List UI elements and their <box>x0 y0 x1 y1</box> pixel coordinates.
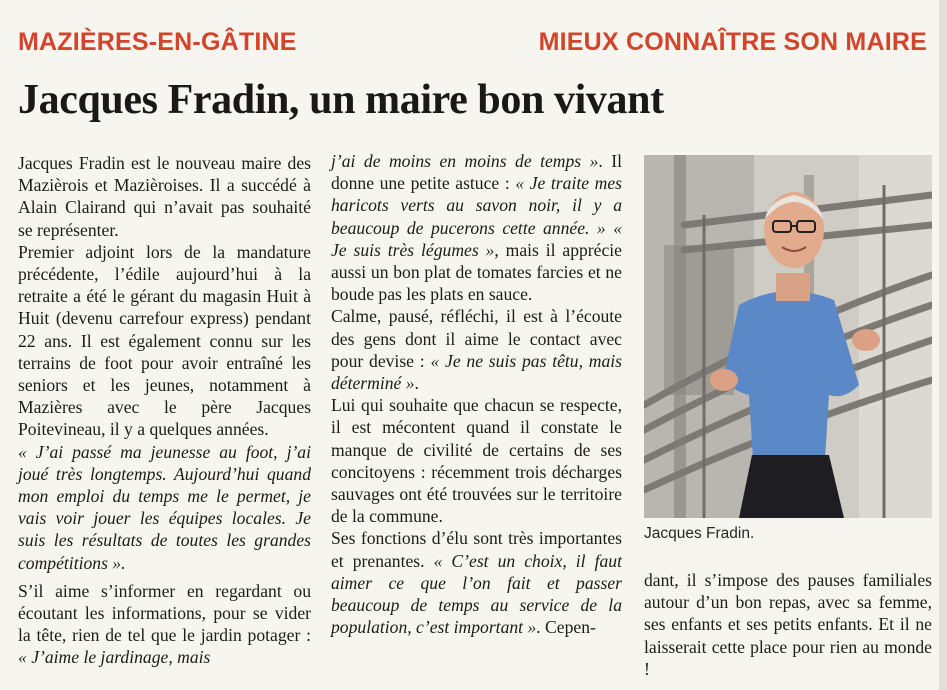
quote-text: « J’aime le jardinage, mais <box>18 647 211 668</box>
article-column-2 <box>331 150 622 638</box>
paragraph: Lui qui souhaite que chacun se respecte, il est mécontent quand il constate le manque de civilité de certains de ses concitoyens : récemment trois décharges sauvages ont été trouvées sur le territoire de la commune. <box>331 395 622 527</box>
paragraph: dant, il s’impose des pauses familiales autour d’un bon repas, avec sa femme, ses enfants et ses petits enfants. Et il ne laisserait cette place pour rien au monde ! <box>644 570 932 679</box>
quote-text: j’ai de moins en moins de temps » <box>331 151 599 171</box>
article-column-1 <box>18 152 311 669</box>
photo-caption: Jacques Fradin. <box>644 525 755 542</box>
paragraph <box>18 580 311 669</box>
quote-text: « Je traite mes haricots verts au savon noir, il y a beaucoup de pucerons cette année. » « Je suis très légumes » <box>331 173 622 260</box>
article-headline: Jacques Fradin, un maire bon vivant <box>18 77 664 123</box>
paragraph-text: . <box>414 373 419 394</box>
paragraph-text: , mais il apprécie aussi un bon plat de tomates farcies et ne boude pas les plats en sauce. <box>331 239 622 305</box>
section-label: MAZIÈRES-EN-GÂTINE <box>18 28 297 56</box>
paragraph-quote <box>18 441 311 574</box>
photo-illustration <box>644 155 932 518</box>
paragraph <box>331 527 622 638</box>
paragraph <box>331 150 622 305</box>
paragraph-text: Ses fonctions d’élu sont très importantes et prenantes. <box>331 528 622 571</box>
article-column-3 <box>644 569 932 680</box>
paragraph-text: . Cepen- <box>536 617 596 638</box>
quote-text: « Je ne suis pas têtu, mais déterminé » <box>331 350 622 394</box>
paragraph: Premier adjoint lors de la mandature précédente, l’édile aujourd’hui à la retraite a été le gérant du magasin Huit à Huit (devenu carrefour express) pendant 22 ans. Il est également connu sur les terrains de foot pour avoir entraîné les seniors et les jeunes, notamment à Mazières avec le père Jacques Poitevineau, il y a quelques années. <box>18 241 311 440</box>
paragraph-text: Calme, pausé, réfléchi, il est à l’écoute des gens dont il aime le contact avec pour devise : <box>331 306 622 371</box>
paragraph <box>331 305 622 394</box>
series-label: MIEUX CONNAÎTRE SON MAIRE <box>538 28 927 56</box>
quote-text: « J’ai passé ma jeunesse au foot, j’ai joué très longtemps. Aujourd’hui quand mon emploi du temps me le permet, je vais voir jouer les équipes locales. Je suis les résultats de toutes les grandes compétitions ». <box>18 441 311 573</box>
paragraph-text: S’il aime s’informer en regardant ou écoutant les informations, pour se vider la tête, rien de tel que le jardin potager : <box>18 580 311 646</box>
mayor-portrait-photo <box>644 155 932 518</box>
paragraph-text: . Il donne une petite astuce : <box>331 151 622 194</box>
paragraph: Jacques Fradin est le nouveau maire des Mazièrois et Mazièroises. Il a succédé à Alain Clairand qui n’avait pas souhaité se représenter. <box>18 153 311 240</box>
page-edge <box>939 0 947 690</box>
quote-text: « C’est un choix, il faut aimer ce que l’on fait et passer beaucoup de temps au service de la population, c’est important » <box>331 550 622 638</box>
